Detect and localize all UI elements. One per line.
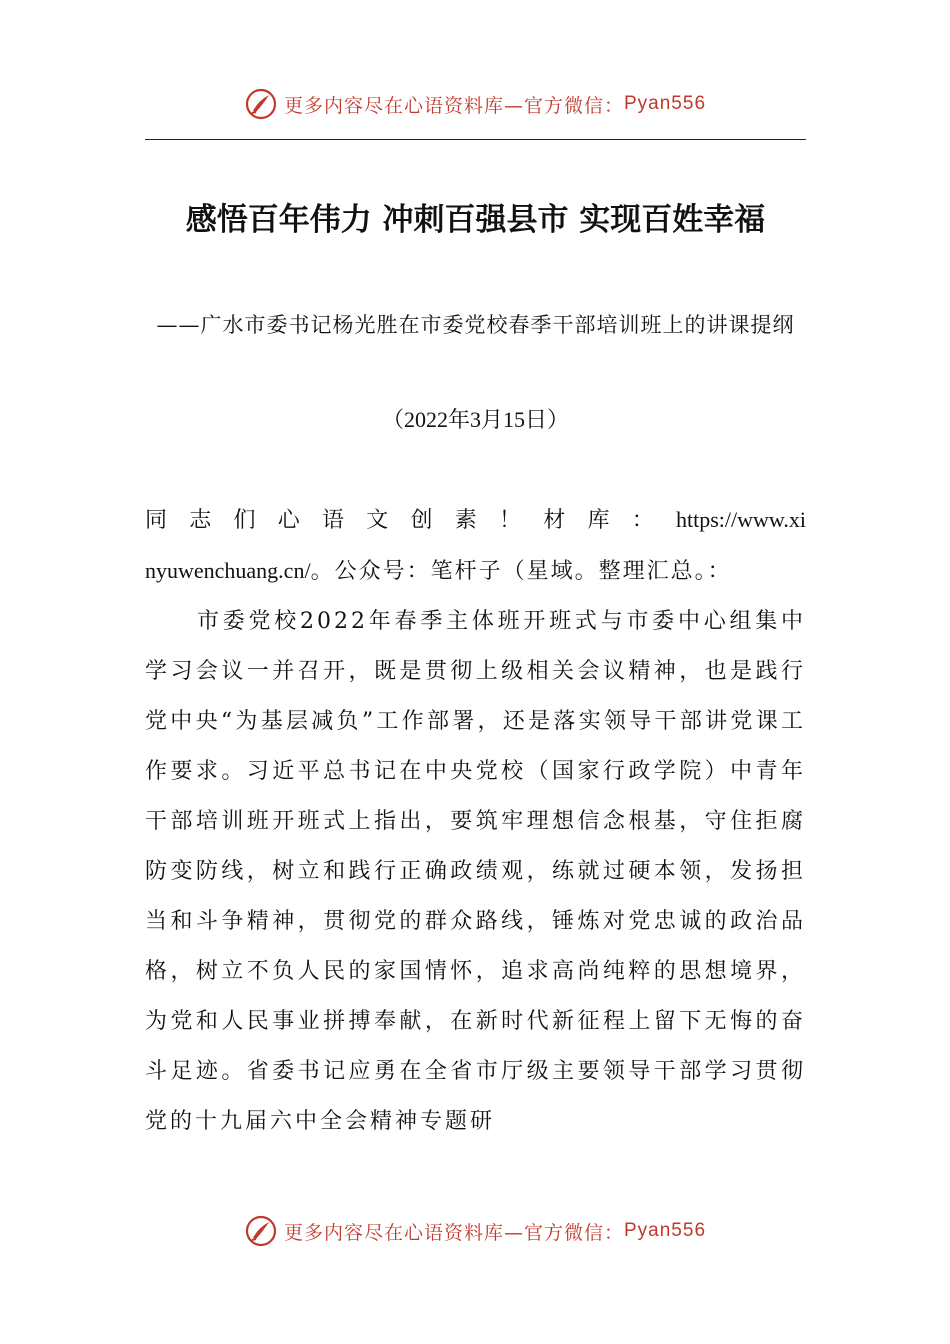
body-paragraph-1: 市委党校2022年春季主体班开班式与市委中心组集中学习会议一并召开，既是贯彻上级相关会议精神，也是践行党中央“为基层减负”工作部署，还是落实领导干部讲党课工作要求。习近平总书记在中央党校（国家行政学院）中青年干部培训班开班式上指出，要筑牢理想信念根基，守住拒腐防变防线，树立和践行正确政绩观，练就过硬本领，发扬担当和斗争精神，贯彻党的群众路线，锤炼对党忠诚的政治品格，树立不负人民的家国情怀，追求高尚纯粹的思想境界，为党和人民事业拼搏奉献，在新时代新征程上留下无悔的奋斗足迹。省委书记应勇在全省市厅级主要领导干部学习贯彻党的十九届六中全会精神专题研: [145, 609, 806, 1134]
document-body: [145, 495, 806, 1147]
greeting-rest: 。公众号：笔杆子（星域。整理汇总。：: [310, 559, 732, 584]
footer-banner-text: 更多内容尽在心语资料库—官方微信：: [283, 1221, 624, 1244]
page-subtitle: ——广水市委书记杨光胜在市委党校春季干部培训班上的讲课提纲: [156, 313, 795, 337]
brush-logo-icon: [244, 1214, 278, 1248]
footer-wechat-id: Pyan556: [624, 1220, 707, 1241]
header-banner: [0, 84, 950, 124]
greeting-text: 同志们心语文创素！材库：: [145, 508, 677, 533]
footer-banner: [0, 1211, 950, 1251]
greeting-paragraph: [145, 495, 806, 597]
header-divider: [145, 139, 806, 140]
header-banner-text: 更多内容尽在心语资料库—官方微信：: [283, 94, 624, 117]
header-wechat-id: Pyan556: [624, 93, 707, 114]
document-date: （2022年3月15日）: [381, 407, 569, 432]
greeting-url: https://www.xinyuwenchuang.cn/: [145, 507, 806, 583]
brush-logo-icon: [244, 87, 278, 121]
page-title: 感悟百年伟力 冲刺百强县市 实现百姓幸福: [185, 202, 766, 238]
